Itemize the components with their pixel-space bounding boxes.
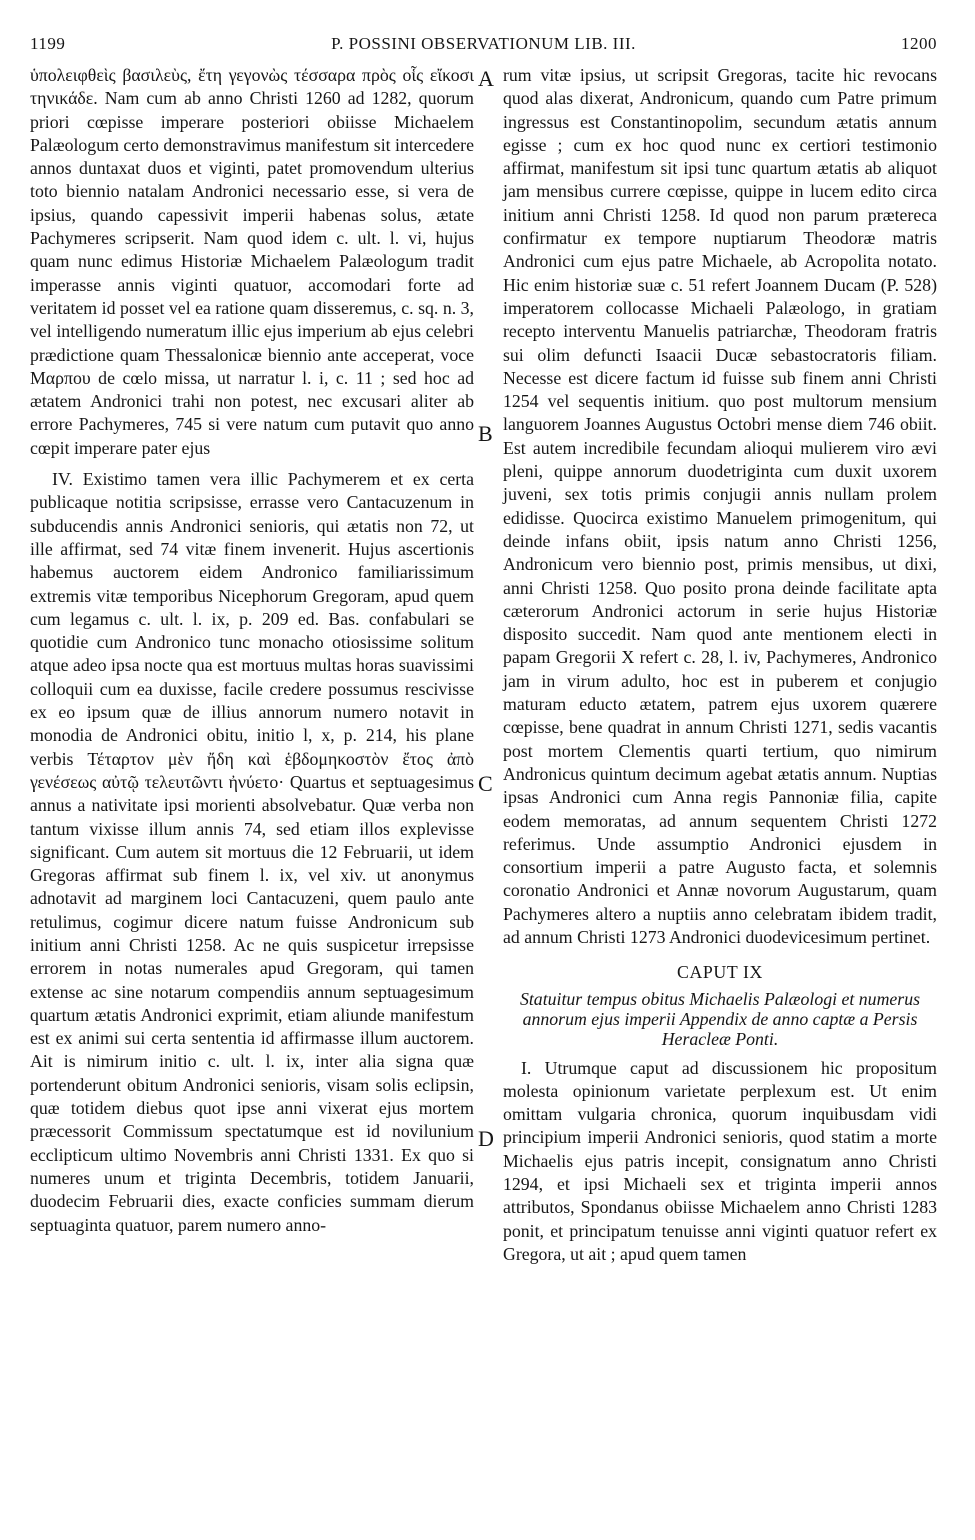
page-header xyxy=(30,34,937,58)
left-column xyxy=(30,64,474,1237)
chapter-title: CAPUT IX xyxy=(677,962,763,983)
margin-marker-c: C xyxy=(478,771,493,796)
left-paragraph-1: ὑπολειφθεὶς βασιλεὺς, ἔτη γεγονὼς τέσσαρα πρὸς οἷς εἴκοσι τηνικάδε. Nam cum ab anno Christi 1260 ad 1282, quorum priori cœpisse imperare posteriori obiisse Michaelem Palæologum certo demonstravimus manifestum sit intercedere annos duntaxat duos et viginti, patet promovendum ulterius toto biennio natalam Andronici necessario esse, si vera de ipsius, quando capessivit imperii habenas solus, ætate Pachymeres scripserit. Nam quod idem c. ult. l. vi, hujus quam nunc edimus Historiæ Michaelem Palæologum tradit imperasse annis viginti quatuor, accomodari forte ad veritatem id posset vel ea ratione quam disseremus, c. sq. n. 3, vel intelligendo numeratum illic ejus imperium ab ejus celebri prædictione quam Thessalonicæ biennio ante acceperat, voce Μαρπου de cœlo missa, ut narratur l. i, c. 11 ; sed hoc ad ætatem Andronici trahi non potest, nec excusari aliter ab errore Pachymeres, 745 si vere natum cum putavit quo anno cœpit imperare pater ejus xyxy=(30,65,474,458)
margin-marker-d: D xyxy=(478,1126,494,1151)
left-paragraph-2: IV. Existimo tamen vera illic Pachymerem et ex certa publicaque notitia scripsisse, errasse vero Cantacuzenum in subducendis annis Andronici senioris, qui ætatis non 72, ut ille affirmat, sed 74 vitæ finem invenerit. Hujus ascertionis habemus auctorem eidem Andronico familiarissimum extremis vitæ temporibus Nicephorum Gregoram, apud quem cum legamus c. ult. l. ix, p. 209 ed. Bas. confabulari se quotidie cum Andronico tunc monacho otiosissime solitum atque adeo ipsa nocte qua est mortuus multas horas suavissimi colloquii cum ea duxisse, facile credere possumus rescivisse ex eo ipsum quæ de illius annorum numero notavit in monodia de Andronici obitu, initio l, x, p. 214, his plane verbis Τέταρτον μὲν ἤδη καὶ ἑβδομηκοστὸν ἔτος ἀπὸ γενέσεως αὐτῷ τελευτῶντι ἠνύετο· Quartus et septuagesimus annus a nativitate ipsi morienti absolvebatur. Quæ verba non tantum vixisse illum annis 74, sed etiam illos explevisse significant. Cum autem sit mortuus die 12 Februarii, ut idem Gregoras affirmat sub finem l. ix, vel xiv. ut anonymus adnotavit ad marginem loci Cantacuzeni, quem paulo ante retulimus, cogimur dicere natum fuisse Andronicum sub initium anni Christi 1258. Ac ne quis suspicetur irrepsisse errorem in notas numerales apud Gregoram, qui tamen extense ac sine notarum compendiis annum septuagesimum quartum ætatis Andronici exprimit, etiam aliunde manifestum est ex animi sui certa sententia id affirmasse illum auctorem. Ait is nimirum initio c. ult. l. ix, inter alia signa quæ portenderunt obitum Andronici senioris, visam solis eclipsin, quæ totidem diebus quot ipse anni vixerat ejus mortem præcessorit Commissum spectatumque est id novilunium ecclipticum ultimo Novembris anni Christi 1331. Ex quo si numeres unum et triginta Decembris, totidem Januarii, duodecim Februarii dies, exacte conficies summam dierum septuaginta quatuor, parem numero anno- xyxy=(30,469,474,1235)
page-number-left: 1199 xyxy=(30,34,66,53)
right-paragraph-1: rum vitæ ipsius, ut scripsit Gregoras, tacite hic revocans quod alas dixerat, Andronicum, quando cum Patre primum ingressus est Constantinopolim, secundum ætatis annum egisse ; cum ex hoc quod nunc ex certiori testimonio affirmat, manifestum sit ipsi tunc quartum ætatis ab aliquot jam mensibus currere cœpisse, quippe in lucem edito circa initium anni Christi 1258. Id quod non parum prætereca confirmatur ex tempore nuptiarum Theodoræ matris Andronici cum ejus patre Michaele, ab Acropolita notato. Hic enim historiæ suæ c. 51 refert Joannem Ducam (P. 528) imperatorem collocasse Michaeli Palæologo, in gratiam recepto interventu Manuelis patriarchæ, Theodoram fratris sui olim defuncti Isaacii Ducæ sebastocratoris filiam. Necesse est dicere factum id fuisse sub finem anni Christi 1254 vel sequentis initium. quo post multorum mensium languorem Joannes Augustus Octobri mense diem 746 obiit. Est autem incredibile fecundam alioqui mulierem viro ævi pleni, quippe annorum duodetriginta cum duxit uxorem juveni, sex totis primis conjugii annis nullam prolem edidisse. Quocirca existimo Manuelem primogenitum, qui deinde infans obiit, ipsis natum anno Christi 1256, Andronicum vero biennio post, primis mensibus, ut dixi, anni Christi 1258. Quo posito prona deinde facilitate apta cæterorum Andronici actorum in serie hujus Historiæ disposito succedit. Nam quod ante mentionem electi in papam Gregorii X refert c. 28, l. iv, Pachymeres, Andronico jam in virum adulto, hoc est in puberem et conjugio maturam educto ætatem, patrem ejus uxorem quærere cœpisse, bene quadrat in annum Christi 1271, sedis vacantis post mortem Clementis quarti tertium, quo nimirum Andronicus quintum decimum agebat ætatis annum. Nuptias ipsas Andronici cum Anna regis Pannoniæ filia, capite eodem memoratas, ad annum sequentem Christi 1272 referimus. Unde assumptio Andronici ejusdem in consortium imperii a patre Augusto facta, et solemnis coronatio Andronici et Annæ novorum Augustarum, quam Pachymeres altero a nuptiis anno celebratam ibidem tradit, ad annum Christi 1273 Andronici duodevicesimum pertinet. xyxy=(503,65,937,947)
margin-marker-b: B xyxy=(478,421,493,446)
margin-marker-a: A xyxy=(478,66,494,91)
page-number-right: 1200 xyxy=(901,34,937,53)
running-title: P. POSSINI OBSERVATIONUM LIB. III. xyxy=(331,34,636,53)
chapter-summary: Statuitur tempus obitus Michaelis Palæologi et numerus annorum ejus imperii Appendix de anno captæ a Persis Heracleæ Ponti. xyxy=(519,988,921,1049)
right-paragraph-2: I. Utrumque caput ad discussionem hic propositum molesta opinionum varietate perplexum est. Ut enim omittam vulgaria chronica, quorum inquibusdam vidi principium imperii Andronici senioris, quod statim a morte Michaelis ejus patris incepit, consignatum anno Christi 1294, et ipsi Michaeli sex et triginta imperii annos attributos, Spondanus obiisse Michaelem anno Christi 1283 ponit, et principatum tenuisse anni viginti quatuor refert ex Gregora, ut ait ; apud quem tamen xyxy=(503,1057,937,1264)
right-column xyxy=(503,64,937,1266)
